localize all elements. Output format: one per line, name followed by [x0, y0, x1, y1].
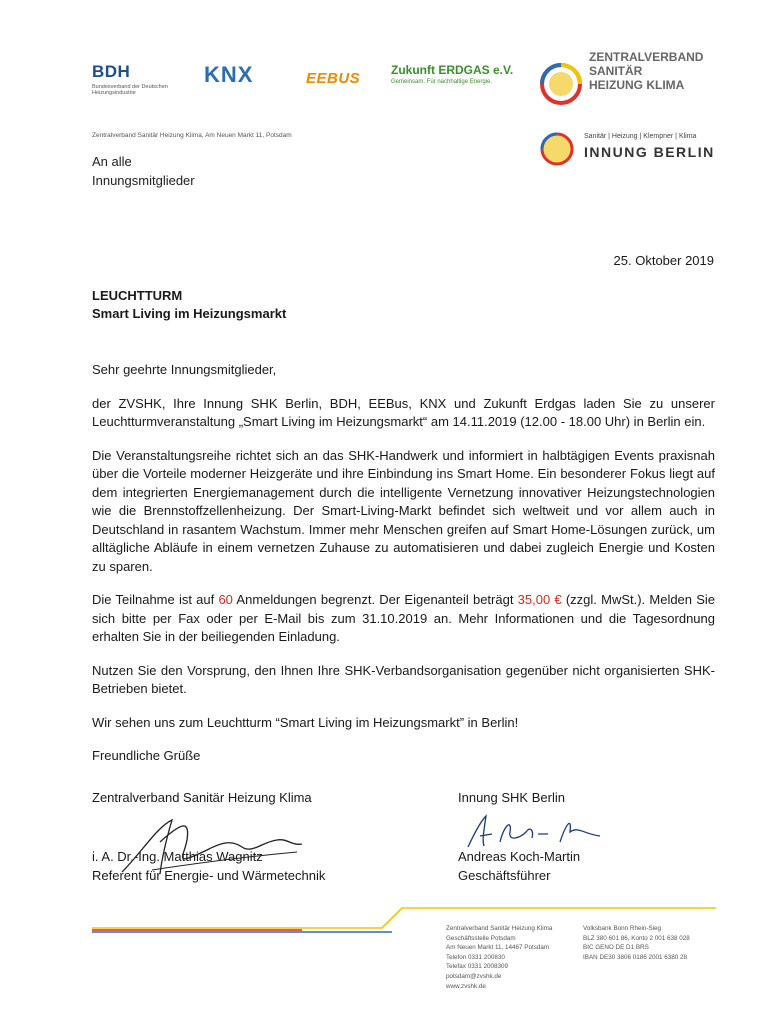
subject-line1: LEUCHTTURM [92, 288, 183, 303]
footer-fax: Telefax 0331 2008309 [446, 963, 508, 971]
zukunft-erdgas-logo [391, 63, 513, 85]
signature-right-name: Andreas Koch-Martin [458, 849, 581, 864]
zvshk-logo-text [589, 50, 703, 92]
signature-left-name: i. A. Dr.-Ing. Matthias Wagnitz [92, 849, 263, 864]
bdh-logo-subtext: Bundesverband der Deutschen Heizungsindustrie [92, 84, 168, 96]
registration-text-a: Die Teilnahme ist auf [92, 592, 219, 607]
footer-street: Am Neuen Markt 11, 14467 Potsdam [446, 944, 550, 952]
zvshk-line1: ZENTRALVERBAND [589, 50, 704, 64]
paragraph-advantage: Nutzen Sie den Vorsprung, den Ihnen Ihre SHK-Verbandsorganisation gegenüber nicht organisierten SHK-Betrieben bietet. [92, 662, 715, 696]
zvshk-ring-icon [539, 62, 583, 106]
registration-text-b: Anmeldungen begrenzt. Der Eigenanteil beträgt [232, 592, 518, 607]
footer-bank-account: BLZ 380 601 86, Konto 2 001 638 028 [583, 934, 690, 942]
footer-bank-name: Volksbank Bonn Rhein-Sieg [583, 925, 662, 932]
innung-tagline: Sanitär | Heizung | Klempner | Klima [584, 133, 697, 140]
price: 35,00 € [517, 592, 562, 607]
footer-bic: BIC GENO DE D1 BRS [583, 944, 649, 952]
footer-office: Geschäftsstelle Potsdam [446, 934, 516, 942]
signature-left-org: Zentralverband Sanitär Heizung Klima [92, 790, 312, 805]
paragraph-invitation: der ZVSHK, Ihre Innung SHK Berlin, BDH, EEBus, KNX und Zukunft Erdgas laden Sie zu unserer Leuchtturmveranstaltung „Smart Living im Heizungsmarkt“ am 14.11.2019 (12.00 - 18.00 Uhr) in Berlin ein. [92, 395, 715, 429]
sender-address-line: Zentralverband Sanitär Heizung Klima, Am Neuen Markt 11, Potsdam [92, 132, 292, 139]
handwritten-signature-koch-martin [460, 812, 610, 852]
participant-limit: 60 [218, 592, 233, 607]
letter-date: 25. Oktober 2019 [613, 253, 714, 268]
footer-phone: Telefon 0331 200830 [446, 953, 505, 961]
registration-text-c: (zzgl. MwSt.). Melden Sie sich bitte per Fax oder per E-Mail bis zum 31.10.2019 an. Mehr Informationen und die Tagesordnung erhalten Sie in der beiliegenden Einladung. [92, 592, 716, 644]
footer-email: potsdam@zvshk.de [446, 972, 502, 980]
footer-bank [583, 924, 690, 962]
zvshk-line3: HEIZUNG KLIMA [589, 78, 685, 92]
recipient-block [92, 152, 195, 190]
paragraph-description: Die Veranstaltungsreihe richtet sich an das SHK-Handwerk und informiert in halbtägigen Events praxisnah über die Vorteile moderner Heizgeräte und ihre Einbindung ins Smart Home. Ein besonderer Fokus liegt auf dem integrierten Energiemanagement durch die intelligente Vernetzung innovativer Heizungstechnologien wie die Brennstoffzellenheizung. Der Smart-Living-Markt befindet sich weltweit und vor allem auch in Deutschland in rasantem Wachstum. Immer mehr Menschen greifen auf Smart Home-Lösungen zurück, um alltägliche Abläufe in einem vernetzen Zuhause zu automatisieren und dabei zugleich Energie und Kosten zu sparen. [92, 447, 715, 574]
bdh-logo-text: BDH [92, 62, 131, 81]
erdgas-logo-subtext: Gemeinsam. Für nachhaltige Energie. [391, 79, 493, 85]
signature-right-org: Innung SHK Berlin [458, 790, 565, 805]
recipient-line1: An alle [92, 154, 132, 169]
innung-berlin-logo [539, 131, 729, 167]
eebus-logo: EEBUS [306, 70, 361, 87]
footer-org: Zentralverband Sanitär Heizung Klima [446, 925, 553, 932]
handwritten-signature-wagnitz [112, 812, 312, 882]
closing: Freundliche Grüße [92, 748, 201, 763]
innung-ring-icon [539, 131, 575, 167]
footer-address [446, 924, 552, 991]
signature-left-role: Referent für Energie- und Wärmetechnik [92, 868, 326, 883]
signature-right-role: Geschäftsführer [458, 868, 551, 883]
salutation: Sehr geehrte Innungsmitglieder, [92, 362, 277, 377]
footer-iban: IBAN DE30 3806 0186 2001 6380 28 [583, 953, 687, 961]
knx-logo: KNX [204, 62, 254, 87]
zvshk-logo [539, 48, 739, 108]
recipient-line2: Innungsmitglieder [92, 173, 195, 188]
subject-block [92, 287, 286, 323]
footer-website: www.zvshk.de [446, 982, 486, 990]
subject-line2: Smart Living im Heizungsmarkt [92, 306, 287, 321]
erdgas-logo-text: Zukunft ERDGAS e.V. [391, 63, 514, 77]
innung-name: INNUNG BERLIN [584, 144, 715, 160]
paragraph-registration [92, 591, 715, 647]
paragraph-see-you: Wir sehen uns zum Leuchtturm “Smart Living im Heizungsmarkt” in Berlin! [92, 714, 519, 730]
bdh-logo [92, 62, 182, 96]
letter-body [92, 361, 715, 781]
zvshk-line2: SANITÄR [589, 64, 643, 78]
